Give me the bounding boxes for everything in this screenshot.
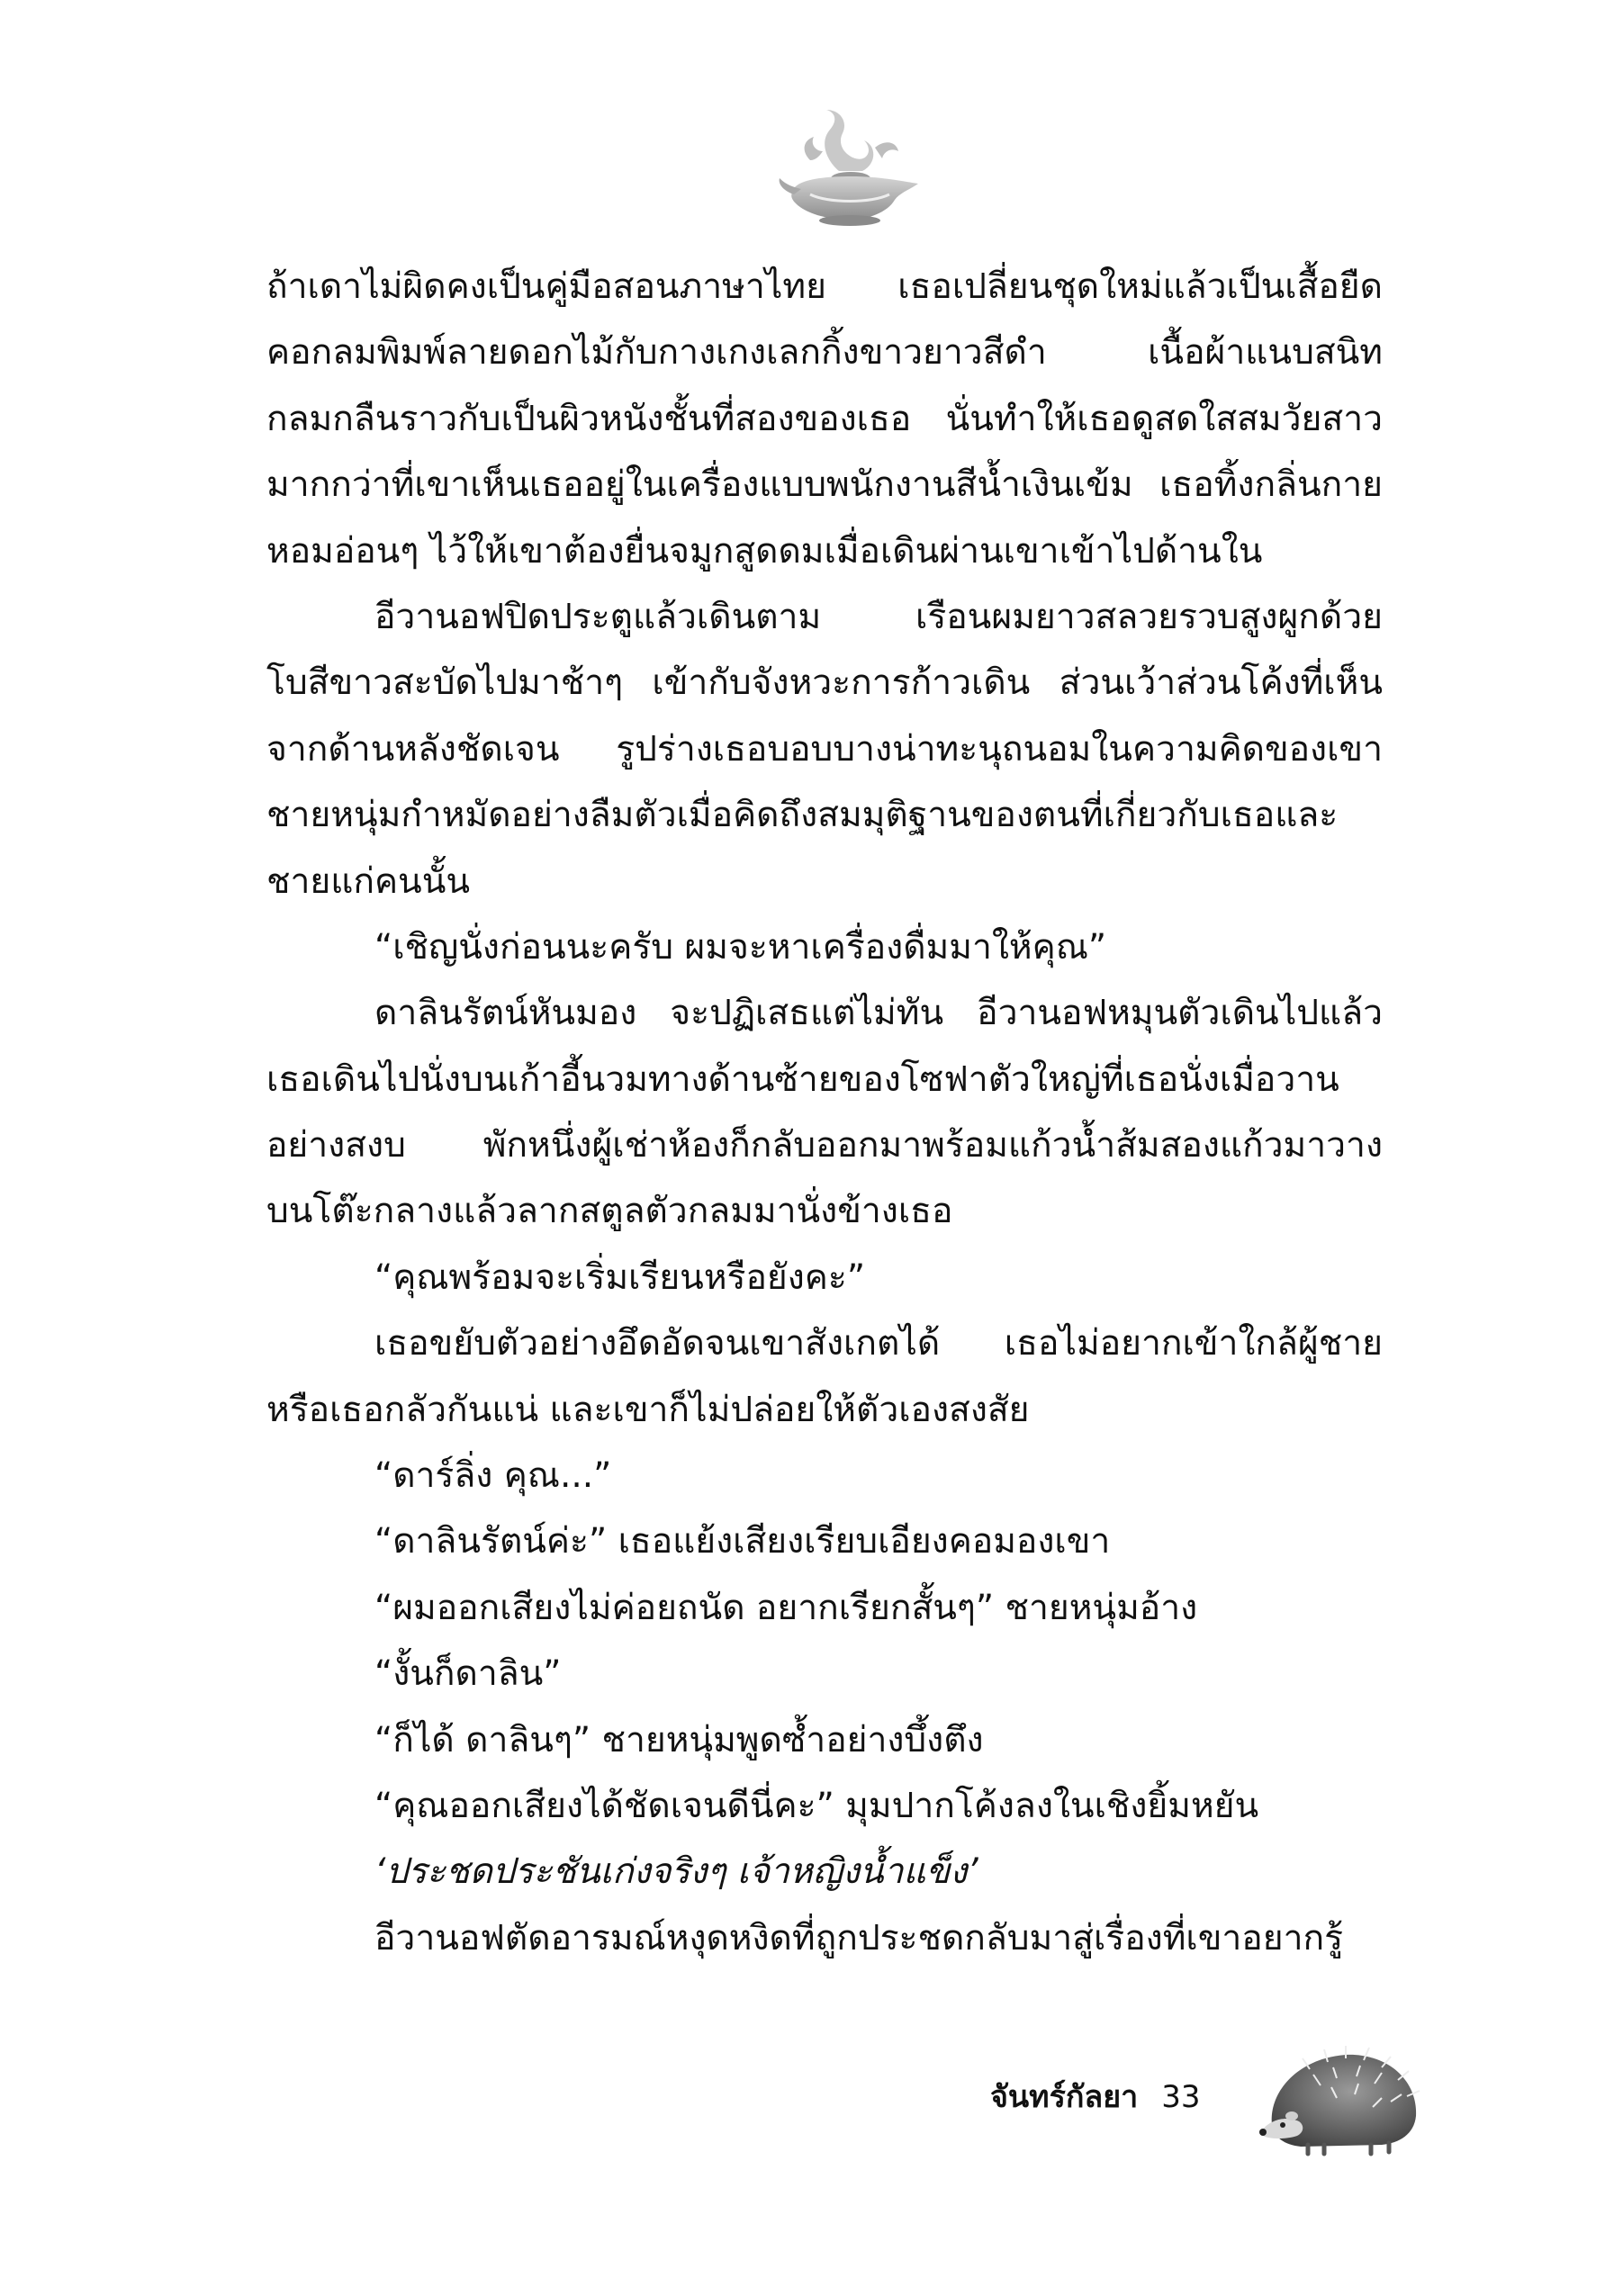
text-line-26: อีวานอฟตัดอารมณ์หงุดหงิดที่ถูกประชดกลับมาสู่เรื่องที่เขาอยากรู้ (374, 1917, 1344, 1958)
magic-lamp-icon (774, 106, 927, 228)
text-line-13: เธอเดินไปนั่งบนเก้าอี้นวมทางด้านซ้ายของโซฟาตัวใหญ่ที่เธอนั่งเมื่อวาน (266, 1058, 1339, 1100)
text-line-21: “ผมออกเสียงไม่ค่อยถนัด อยากเรียกสั้นๆ” ชายหนุ่มอ้าง (374, 1587, 1198, 1628)
page-number: 33 (1161, 2079, 1201, 2115)
text-line-9: ชายหนุ่มกำหมัดอย่างลืมตัวเมื่อคิดถึงสมมุติฐานของตนที่เกี่ยวกับเธอและ (266, 795, 1339, 836)
text-line-19: “ดาร์ลิ่ง คุณ...” (374, 1455, 612, 1497)
text-line-10: ชายแก่คนนั้น (266, 860, 471, 902)
text-line-1: ถ้าเดาไม่ผิดคงเป็นคู่มือสอนภาษาไทย เธอเปลี่ยนชุดใหม่แล้วเป็นเสื้อยืด (266, 266, 1383, 307)
text-line-18: หรือเธอกลัวกันแน่ และเขาก็ไม่ปล่อยให้ตัวเองสงสัย (266, 1389, 1030, 1430)
text-line-22: “งั้นก็ดาลิน” (374, 1653, 562, 1695)
text-line-2: คอกลมพิมพ์ลายดอกไม้กับกางเกงเลกกิ้งขาวยาวสีดำ เนื้อผ้าแนบสนิท (266, 332, 1383, 374)
text-line-15: บนโต๊ะกลางแล้วลากสตูลตัวกลมมานั่งข้างเธอ (266, 1191, 953, 1232)
body-text (266, 254, 1383, 1971)
text-line-20: “ดาลินรัตน์ค่ะ” เธอแย้งเสียงเรียบเอียงคอมองเขา (374, 1521, 1111, 1562)
text-line-17: เธอขยับตัวอย่างอึดอัดจนเขาสังเกตได้ เธอไม่อยากเข้าใกล้ผู้ชาย (374, 1323, 1383, 1364)
text-line-6: อีวานอฟปิดประตูแล้วเดินตาม เรือนผมยาวสลวยรวบสูงผูกด้วย (374, 596, 1383, 637)
text-line-16: “คุณพร้อมจะเริ่มเรียนหรือยังคะ” (374, 1256, 866, 1298)
text-line-24: “คุณออกเสียงได้ชัดเจนดีนี่คะ” มุมปากโค้งลงในเชิงยิ้มหยัน (374, 1785, 1259, 1826)
text-line-23: “ก็ได้ ดาลินๆ” ชายหนุ่มพูดซ้ำอย่างบึ้งตึง (374, 1719, 984, 1760)
text-line-11: “เชิญนั่งก่อนนะครับ ผมจะหาเครื่องดื่มมาให้คุณ” (374, 926, 1107, 968)
text-line-12: ดาลินรัตน์หันมอง จะปฏิเสธแต่ไม่ทัน อีวานอฟหมุนตัวเดินไปแล้ว (374, 993, 1383, 1034)
text-line-7: โบสีขาวสะบัดไปมาช้าๆ เข้ากับจังหวะการก้าวเดิน ส่วนเว้าส่วนโค้งที่เห็น (266, 662, 1383, 704)
text-line-8: จากด้านหลังชัดเจน รูปร่างเธอบอบบางน่าทะนุถนอมในความคิดของเขา (266, 728, 1383, 770)
text-line-25: ‘ประชดประชันเก่งจริงๆ เจ้าหญิงน้ำแข็ง’ (374, 1851, 978, 1893)
text-line-14: อย่างสงบ พักหนึ่งผู้เช่าห้องก็กลับออกมาพร้อมแก้วน้ำส้มสองแก้วมาวาง (266, 1125, 1383, 1166)
text-line-5: หอมอ่อนๆ ไว้ให้เขาต้องยื่นจมูกสูดดมเมื่อเดินผ่านเขาเข้าไปด้านใน (266, 530, 1263, 572)
text-line-3: กลมกลืนราวกับเป็นผิวหนังชั้นที่สองของเธอ นั่นทำให้เธอดูสดใสสมวัยสาว (266, 398, 1383, 439)
author-name: จันทร์กัลยา (990, 2079, 1139, 2115)
hedgehog-icon (1256, 2039, 1427, 2160)
text-line-4: มากกว่าที่เขาเห็นเธออยู่ในเครื่องแบบพนักงานสีน้ำเงินเข้ม เธอทิ้งกลิ่นกาย (266, 464, 1383, 506)
page-footer (990, 2066, 1201, 2129)
